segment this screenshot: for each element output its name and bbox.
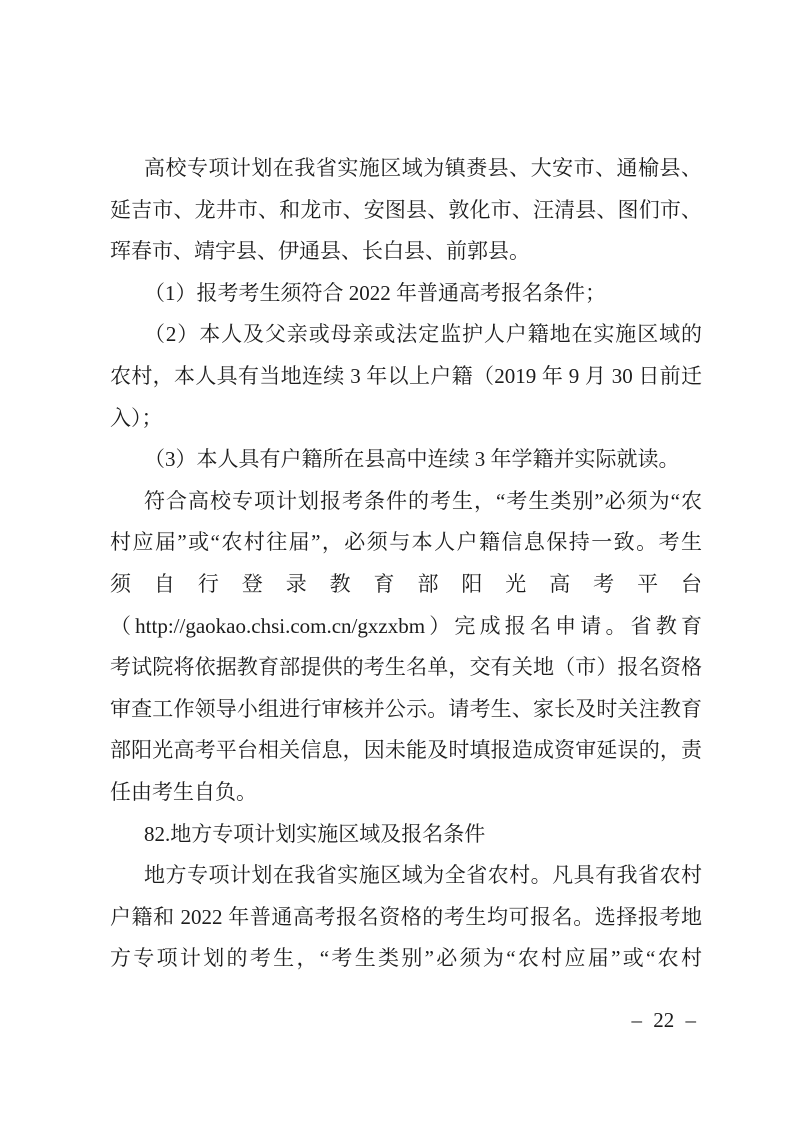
text-line: 82.地方专项计划实施区域及报名条件	[144, 821, 486, 846]
text-line: 考试院将依据教育部提供的考生名单，交有关地（市）报名资格	[110, 655, 702, 680]
text-line: 高校专项计划在我省实施区域为镇赉县、大安市、通榆县、	[144, 156, 702, 180]
text-line: （1）报考考生须符合 2022 年普通高考报名条件；	[144, 280, 606, 305]
text-line: 符合高校专项计划报考条件的考生，“考生类别”必须为“农	[144, 488, 702, 513]
text-line: （2）本人及父亲或母亲或法定监护人户籍地在实施区域的	[144, 322, 702, 347]
text-line: 农村，本人具有当地连续 3 年以上户籍（2019 年 9 月 30 日前迁	[110, 363, 702, 388]
text-line: 须自行登录教育部阳光高考平台	[110, 571, 702, 596]
text-line: 地方专项计划在我省实施区域为全省农村。凡具有我省农村	[144, 863, 702, 888]
document-body	[110, 148, 702, 980]
page-number: – 22 –	[631, 1008, 696, 1032]
text-line: 任由考生自负。	[110, 779, 257, 804]
text-line: 村应届”或“农村往届”，必须与本人户籍信息保持一致。考生	[110, 530, 702, 555]
text-line: 户籍和 2022 年普通高考报名资格的考生均可报名。选择报考地	[110, 904, 702, 929]
text-line: 审查工作领导小组进行审核并公示。请考生、家长及时关注教育	[110, 696, 702, 721]
text-line: 部阳光高考平台相关信息，因未能及时填报造成资审延误的，责	[110, 738, 702, 763]
text-line: （http://gaokao.chsi.com.cn/gxzxbm）完成报名申请。省教育	[110, 613, 702, 638]
text-line: 方专项计划的考生，“考生类别”必须为“农村应届”或“农村	[110, 946, 702, 971]
text-line: 入）；	[110, 405, 163, 430]
text-line: 珲春市、靖宇县、伊通县、长白县、前郭县。	[110, 239, 530, 264]
text-line: 延吉市、龙井市、和龙市、安图县、敦化市、汪清县、图们市、	[110, 197, 702, 222]
text-line: （3）本人具有户籍所在县高中连续 3 年学籍并实际就读。	[144, 447, 680, 472]
